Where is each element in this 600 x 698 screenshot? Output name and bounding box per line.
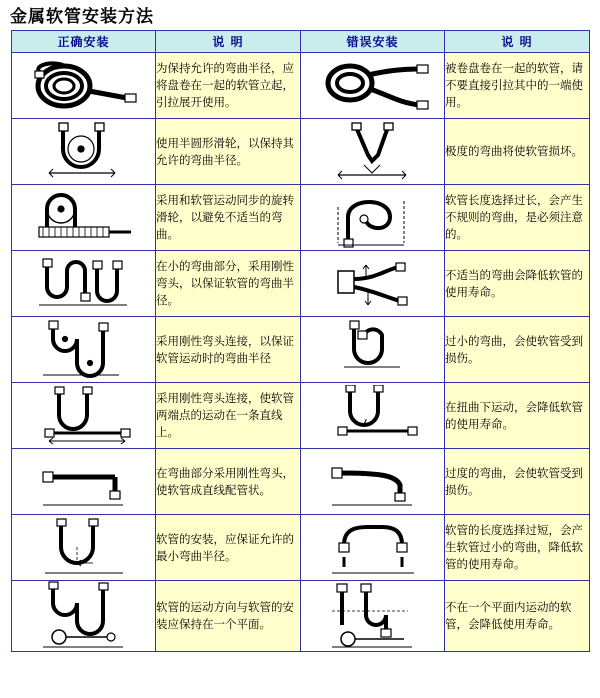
correct-illustration-3 <box>12 185 156 251</box>
wrong-description: 过小的弯曲，会使软管受到损伤。 <box>445 317 590 383</box>
table-row <box>12 317 590 383</box>
table-row <box>12 185 590 251</box>
wrong-illustration-3 <box>301 185 445 251</box>
table-row <box>12 53 590 119</box>
table-header-row <box>12 31 590 53</box>
table-row <box>12 251 590 317</box>
wrong-description: 被卷盘卷在一起的软管，请不要直接引拉其中的一端使用。 <box>445 53 590 119</box>
wrong-illustration-9 <box>301 581 445 652</box>
wrong-illustration-6 <box>301 383 445 449</box>
header-wrong-desc: 说 明 <box>445 31 590 53</box>
correct-illustration-8 <box>12 515 156 581</box>
header-correct-install: 正确安装 <box>12 31 156 53</box>
wrong-illustration-2 <box>301 119 445 185</box>
wrong-description: 软管长度选择过长，会产生不规则的弯曲，是必须注意的。 <box>445 185 590 251</box>
correct-description: 软管的安装，应保证允许的最小弯曲半径。 <box>156 515 301 581</box>
wrong-description: 过度的弯曲，会使软管受到损伤。 <box>445 449 590 515</box>
correct-illustration-1 <box>12 53 156 119</box>
correct-description: 采用刚性弯头连接，以保证软管运动时的弯曲半径 <box>156 317 301 383</box>
correct-description: 为保持允许的弯曲半径，应将盘卷在一起的软管立起，引拉展开使用。 <box>156 53 301 119</box>
table-row <box>12 449 590 515</box>
correct-illustration-9 <box>12 581 156 652</box>
wrong-description: 软管的长度选择过短，会产生软管过小的弯曲，降低软管的使用寿命。 <box>445 515 590 581</box>
wrong-illustration-5 <box>301 317 445 383</box>
correct-description: 使用半圆形滑轮，以保持其允许的弯曲半径。 <box>156 119 301 185</box>
correct-description: 在弯曲部分采用刚性弯头，使软管成直线配管状。 <box>156 449 301 515</box>
wrong-description: 极度的弯曲将使软管损坏。 <box>445 119 590 185</box>
wrong-illustration-1 <box>301 53 445 119</box>
correct-description: 采用和软管运动同步的旋转滑轮，以避免不适当的弯曲。 <box>156 185 301 251</box>
table-row <box>12 581 590 652</box>
correct-description: 采用刚性弯头连接，使软管两端点的运动在一条直线上。 <box>156 383 301 449</box>
page-title: 金属软管安装方法 <box>10 7 154 27</box>
correct-description: 在小的弯曲部分，采用刚性弯头，以保证软管的弯曲半径。 <box>156 251 301 317</box>
table-row <box>12 119 590 185</box>
wrong-description: 不适当的弯曲会降低软管的使用寿命。 <box>445 251 590 317</box>
header-wrong-install: 错误安装 <box>301 31 445 53</box>
correct-illustration-6 <box>12 383 156 449</box>
wrong-illustration-4 <box>301 251 445 317</box>
header-correct-desc: 说 明 <box>156 31 301 53</box>
correct-illustration-4 <box>12 251 156 317</box>
installation-methods-table <box>11 30 590 652</box>
correct-illustration-5 <box>12 317 156 383</box>
table-row <box>12 515 590 581</box>
wrong-illustration-8 <box>301 515 445 581</box>
correct-description: 软管的运动方向与软管的安装应保持在一个平面。 <box>156 581 301 652</box>
wrong-description: 不在一个平面内运动的软管，会降低使用寿命。 <box>445 581 590 652</box>
wrong-description: 在扭曲下运动，会降低软管的使用寿命。 <box>445 383 590 449</box>
correct-illustration-7 <box>12 449 156 515</box>
correct-illustration-2 <box>12 119 156 185</box>
wrong-illustration-7 <box>301 449 445 515</box>
table-row <box>12 383 590 449</box>
